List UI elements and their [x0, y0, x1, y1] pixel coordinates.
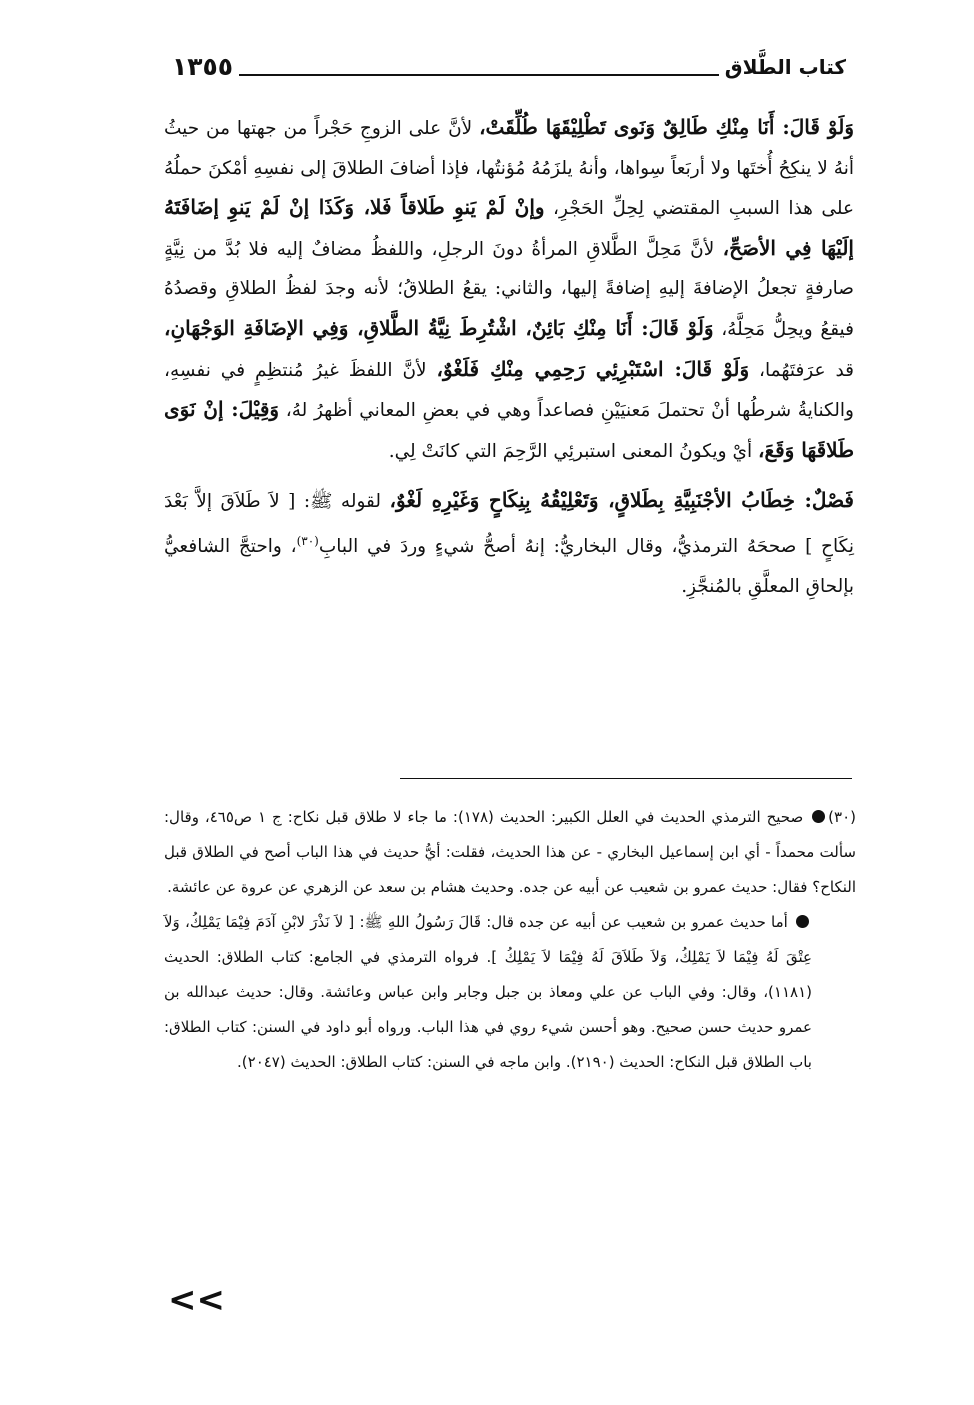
footnote-separator — [400, 778, 852, 779]
bullet-circle-icon — [812, 810, 825, 823]
paragraph-1 — [164, 108, 854, 471]
commentary-text: ، واحتجَّ الشافعيُّ بإلحاقِ المعلَّقِ بالمُنجَّزِ. — [164, 536, 854, 597]
commentary-text: أيْ ويكونُ المعنى استبرئِي الرَّحِمَ التي كانَتْ لِي. — [388, 440, 758, 462]
footnote-reference[interactable]: (٣٠) — [296, 533, 319, 548]
matn-text: وَلَوْ قَالَ: اسْتَبْرِئِي رَحِمِي مِنْكِ فَلَغْوٌ، — [436, 356, 750, 381]
matn-text: وإنْ لَمْ يَنوِ طَلاقاً فَلا، وَكَذَا إنْ لَمْ يَنوِ إضَافَتَهُ إلَيْهَا فِي الأصَحِّ، — [164, 195, 854, 260]
footnote-30-continuation — [164, 905, 856, 1080]
running-header — [162, 40, 854, 82]
commentary-text: لأنَّ اللفظَ غيرُ مُنتظِمٍ في نفسِهِ، والكنايةُ شرطُها أنْ تحتملَ مَعنيَيْنِ فصاعداً وهي في بعضِ المعاني أظهرُ لهُ، — [164, 359, 854, 422]
commentary-text: لأنَّ مَحِلَّ الطَّلاقِ المرأةُ دونَ الرجلِ، واللفظُ مضافٌ إليه فلا بُدَّ من نِيَّةٍ صارفةٍ تجعلُ الإضافةَ إليهِ إضافةً إليها، والثاني: يقعُ الطلاقُ؛ لأنه وجدَ لفظُ الطلاقِ وقصدُهُ فيقعُ ويحِلُّ مَحِلَّهُ، — [164, 238, 854, 340]
continuation-mark: << — [168, 1280, 225, 1320]
section-heading: فَصْلٌ: خِطَابُ الأجْنَبِيَّةِ بِطَلاقٍ، وَتَعْلِيْقُهُ بِنِكَاحٍ وَغَيْرِهِ لَغْوٌ، — [389, 488, 854, 513]
footnote-text: صحيح الترمذي الحديث في العلل الكبير: الحديث (١٧٨): ما جاء لا طلاق قبل نكاح: ج ١ ص٤٦٥، وقال: سألت محمداً - أي ابن إسماعيل البخاري - عن هذا الحديث، فقلت: أيُّ حديث في هذا الباب أصح في الطلاق قبل النكاح؟ فقال: حديث عمرو بن شعيب عن أبيه عن جده. وحديث هشام بن سعد عن الزهري عن عروة عن عائشة. — [164, 808, 856, 896]
book-title: كتاب الطَّلاق — [724, 55, 846, 79]
footnote-30 — [164, 800, 856, 905]
matn-text: وَقِيْلَ: إنْ نَوَى طَلاقَهَا وَقَعَ، — [164, 397, 854, 462]
bullet-circle-icon — [796, 915, 809, 928]
commentary-text: قد عرَفتَهُما، — [749, 359, 854, 381]
paragraph-2 — [164, 481, 854, 606]
page-number: ١٣٥٥ — [172, 52, 234, 81]
footnote-text: أما حديث عمرو بن شعيب عن أبيه عن جده قال: قَالَ رَسُولُ اللهِ ﷺ: [ لاَ نَذْرَ لابْنِ آدَمَ فِيْمَا يَمْلِكُ، وَلاَ عِتْقَ لَهُ فِيْمَا لاَ يَمْلِكُ، وَلاَ طَلاَقَ لَهُ فِيْمَا لاَ يَمْلِكُ ]. فرواه الترمذي في الجامع: كتاب الطلاق: الحديث (١١٨١)، وقال: وفي الباب عن علي ومعاذ بن جبل وجابر وابن عباس وعائشة. وقال: حديث عبدالله بن عمرو حديث حسن صحيح. وهو أحسن شيء روي في هذا الباب. ورواه أبو داود في السنن: كتاب الطلاق: باب الطلاق قبل النكاح: الحديث (٢١٩٠). وابن ماجه في السنن: كتاب الطلاق: الحديث (٢٠٤٧). — [164, 913, 812, 1071]
matn-text: وَلَوْ قَالَ: أَنَا مِنْكِ بَائِنٌ، اشْتُرِطَ نِيَّةُ الطَّلاقِ، وَفِي الإضَافَةِ الوَجْهَانِ، — [164, 315, 714, 340]
matn-text: وَلَوْ قَالَ: أَنَا مِنْكِ طَالِقٌ وَنَوى تَطْلِيْقَهَا طُلِّقَتْ، — [479, 115, 854, 139]
main-text — [164, 108, 854, 606]
footnotes — [164, 800, 856, 1080]
commentary-text: لأنَّ على الزوجِ حَجْراً من جهتها من حيثُ أنهُ لا ينكِحُ أُختَها ولا أربَعاً سِواها، وأنهُ يلزَمُهُ مُؤنتُها، فإذا أضافَ الطلاقَ إلى نفسِهِ أمْكنَ حملُهُ على هذا السببِ المقتضي لِحِلِّ الحَجْرِ، — [164, 118, 854, 220]
header-rule — [239, 74, 719, 76]
commentary-text: لقوله ﷺ: [ لاَ طَلاَقَ إلاَّ بَعْدَ نِكَاحٍ ] صححَهُ الترمذيُّ، وقال البخاريُّ: إنهُ أصحُّ شيءٍ وردَ في البابِ — [164, 491, 855, 558]
footnote-number: (٣٠) — [828, 808, 857, 826]
